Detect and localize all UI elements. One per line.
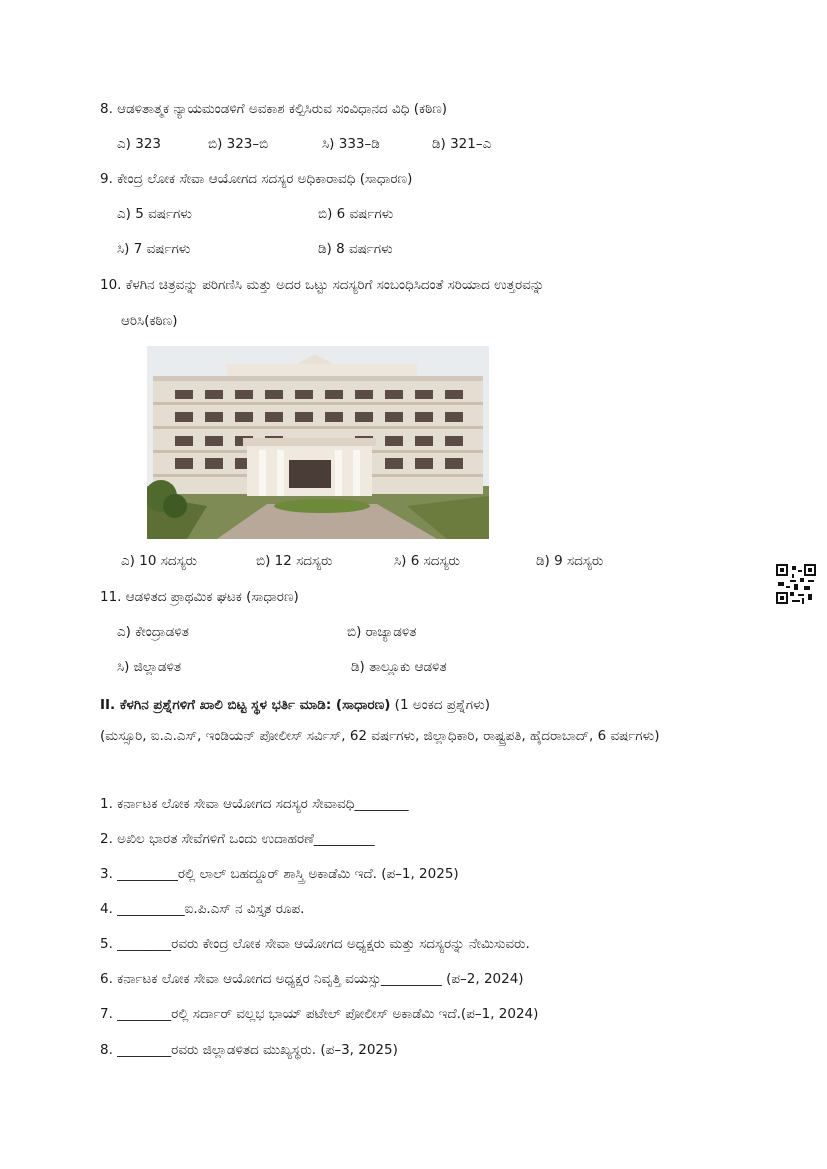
section-heading [100,697,490,713]
q10-option-b: ಬಿ) 12 ಸದಸ್ಯರು [256,553,333,569]
question-11: 11. ಆಡಳಿತದ ಪ್ರಾಥಮಿಕ ಘಟಕ (ಸಾಧಾರಣ) [100,589,299,605]
question-9: 9. ಕೇಂದ್ರ ಲೋಕ ಸೇವಾ ಆಯೋಗದ ಸದಸ್ಯರ ಅಧಿಕಾರಾವಧಿ (ಸಾಧಾರಣ) [100,171,413,187]
q11-option-a: ಎ) ಕೇಂದ್ರಾಡಳಿತ [117,624,189,640]
q8-option-a: ಎ) 323 [117,136,161,152]
q10-option-c: ಸಿ) 6 ಸದಸ್ಯರು [394,553,460,569]
q11-option-d: ಡಿ) ತಾಲ್ಲೂಕು ಆಡಳಿತ [351,659,447,675]
q8-option-b: ಬಿ) 323–ಬಿ [208,136,269,152]
fill-item-3: 3. _________ರಲ್ಲಿ ಲಾಲ್ ಬಹದ್ದೂರ್ ಶಾಸ್ತ್ರಿ ಅಕಾಡೆಮಿ ಇದೆ. (ಪ–1, 2025) [100,866,459,882]
question-10-continued: ಆರಿಸಿ(ಕಠಿಣ) [121,313,178,329]
question-10: 10. ಕೆಳಗಿನ ಚಿತ್ರವನ್ನು ಪರಿಗಣಿಸಿ ಮತ್ತು ಅದರ ಒಟ್ಟು ಸದಸ್ಯರಿಗೆ ಸಂಬಂಧಿಸಿದಂತೆ ಸರಿಯಾದ ಉತ್ತರವನ್ನು [100,277,545,293]
q8-option-d: ಡಿ) 321–ಎ [432,136,492,152]
building-photo [147,346,489,539]
q8-option-c: ಸಿ) 333–ಡಿ [322,136,380,152]
q9-option-a: ಎ) 5 ವರ್ಷಗಳು [117,206,192,222]
fill-item-5: 5. ________ರವರು ಕೇಂದ್ರ ಲೋಕ ಸೇವಾ ಆಯೋಗದ ಅಧ್ಯಕ್ಷರು ಮತ್ತು ಸದಸ್ಯರನ್ನು ನೇಮಿಸುವರು. [100,936,530,952]
fill-item-6: 6. ಕರ್ನಾಟಕ ಲೋಕ ಸೇವಾ ಆಯೋಗದ ಅಧ್ಯಕ್ಷರ ನಿವೃತ್ತಿ ವಯಸ್ಸು_________ (ಪ–2, 2024) [100,971,524,987]
fill-item-7: 7. ________ರಲ್ಲಿ ಸರ್ದಾರ್ ವಲ್ಲಭ ಭಾಯ್ ಪಟೇಲ್ ಪೋಲೀಸ್ ಅಕಾಡೆಮಿ ಇದೆ.(ಪ–1, 2024) [100,1006,539,1022]
q9-option-d: ಡಿ) 8 ವರ್ಷಗಳು [318,241,393,257]
word-bank: (ಮಸ್ಸೂರಿ, ಐ.ಎ.ಎಸ್, ಇಂಡಿಯನ್ ಪೋಲೀಸ್ ಸರ್ವಿಸ್, 62 ವರ್ಷಗಳು, ಜಿಲ್ಲಾಧಿಕಾರಿ, ರಾಷ್ಟ್ರಪತಿ, ಹೈದರಾಬಾದ್, 6 ವರ್ಷಗಳು) [100,728,660,744]
section-marks: (1 ಅಂಕದ ಪ್ರಶ್ನೆಗಳು) [390,697,490,713]
fill-item-1: 1. ಕರ್ನಾಟಕ ಲೋಕ ಸೇವಾ ಆಯೋಗದ ಸದಸ್ಯರ ಸೇವಾವಧಿ________ [100,796,409,812]
section-title: II. ಕೆಳಗಿನ ಪ್ರಶ್ನೆಗಳಿಗೆ ಖಾಲಿ ಬಿಟ್ಟ ಸ್ಥಳ ಭರ್ತಿ ಮಾಡಿ: (ಸಾಧಾರಣ) [100,697,391,713]
fill-item-8: 8. ________ರವರು ಜಿಲ್ಲಾಡಳಿತದ ಮುಖ್ಯಸ್ಥರು. (ಪ–3, 2025) [100,1042,398,1058]
fill-item-2: 2. ಅಖಿಲ ಭಾರತ ಸೇವೆಗಳಿಗೆ ಒಂದು ಉದಾಹರಣೆ_________ [100,831,375,847]
q9-option-b: ಬಿ) 6 ವರ್ಷಗಳು [318,206,394,222]
qr-code-icon [776,564,816,604]
q10-option-a: ಎ) 10 ಸದಸ್ಯರು [121,553,198,569]
q11-option-b: ಬಿ) ರಾಜ್ಯಾಡಳಿತ [347,624,417,640]
q10-option-d: ಡಿ) 9 ಸದಸ್ಯರು [536,553,604,569]
q11-option-c: ಸಿ) ಜಿಲ್ಲಾಡಳಿತ [117,659,182,675]
q9-option-c: ಸಿ) 7 ವರ್ಷಗಳು [117,241,191,257]
fill-item-4: 4. __________ಐ.ಪಿ.ಎಸ್ ನ ವಿಸ್ತೃತ ರೂಪ. [100,901,305,917]
question-8: 8. ಆಡಳಿತಾತ್ಮಕ ನ್ಯಾಯಮಂಡಳಿಗೆ ಅವಕಾಶ ಕಲ್ಪಿಸಿರುವ ಸಂವಿಧಾನದ ವಿಧಿ (ಕಠಿಣ) [100,101,448,117]
